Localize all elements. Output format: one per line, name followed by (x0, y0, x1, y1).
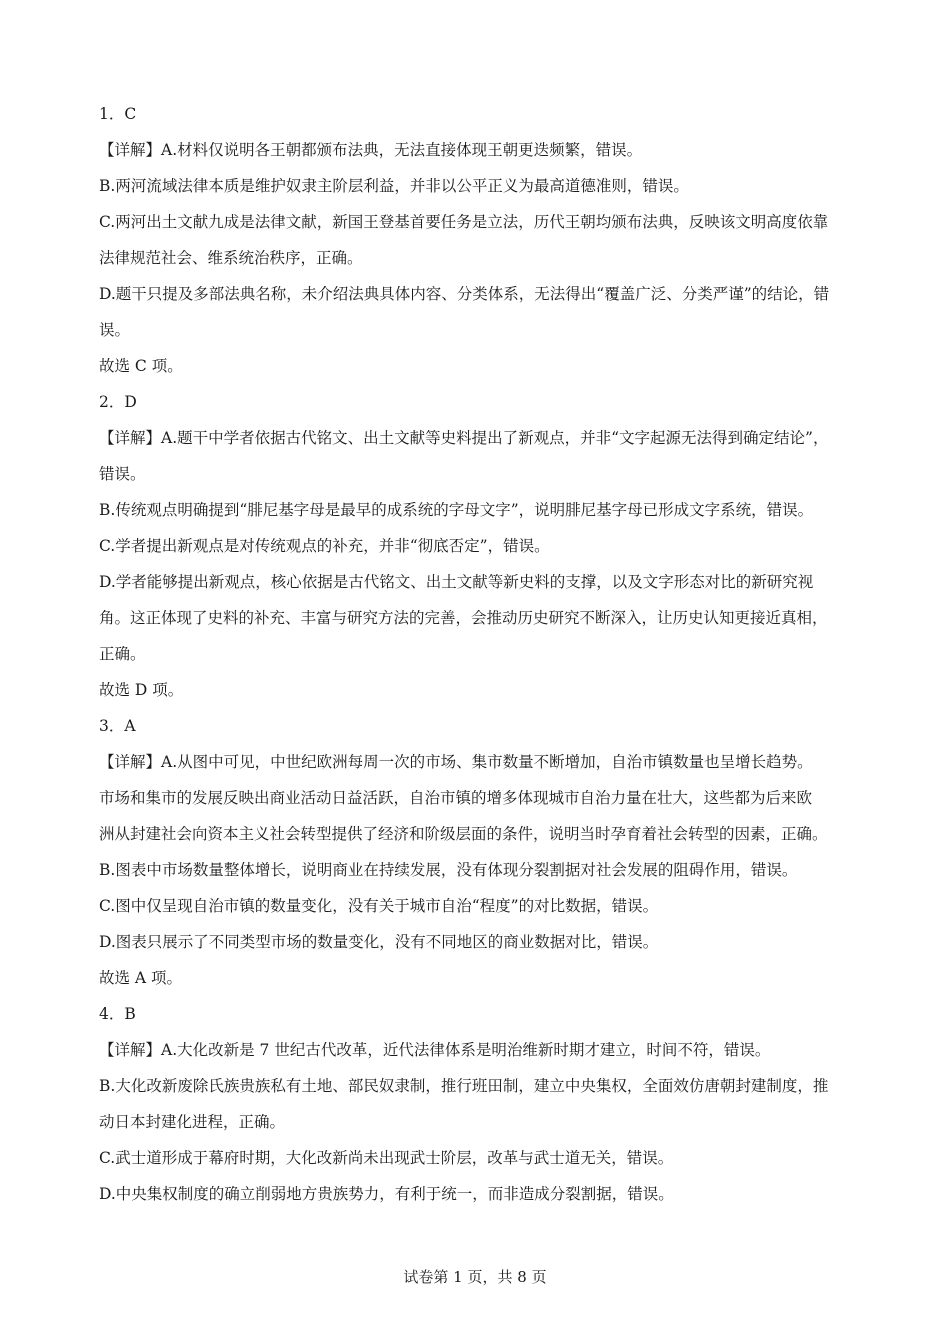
text-line: D.中央集权制度的确立削弱地方贵族势力，有利于统一，而非造成分裂割据，错误。 (99, 1185, 674, 1203)
text-line: 3．A (99, 717, 136, 735)
text-line: 2．D (99, 393, 137, 411)
text-line: B.图表中市场数量整体增长，说明商业在持续发展，没有体现分裂割据对社会发展的阻碍作用，错误。 (99, 861, 798, 879)
text-line: D.题干只提及多部法典名称，未介绍法典具体内容、分类体系，无法得出“覆盖广泛、分类严谨”的结论，错 (99, 285, 830, 303)
text-line: 4．B (99, 1005, 136, 1023)
text-line: 错误。 (99, 465, 146, 483)
text-line: 【详解】A.大化改新是 7 世纪古代改革，近代法律体系是明治维新时期才建立，时间不符，错误。 (99, 1041, 771, 1059)
text-line: C.武士道形成于幕府时期，大化改新尚未出现武士阶层，改革与武士道无关，错误。 (99, 1149, 674, 1167)
text-line: 动日本封建化进程，正确。 (99, 1113, 286, 1131)
text-line: B.大化改新废除氏族贵族私有土地、部民奴隶制，推行班田制，建立中央集权，全面效仿唐朝封建制度，推 (99, 1077, 829, 1095)
text-line: 法律规范社会、维系统治秩序，正确。 (99, 249, 363, 267)
text-line: 【详解】A.题干中学者依据古代铭文、出土文献等史料提出了新观点，并非“文字起源无法得到确定结论”， (99, 429, 829, 447)
text-line: C.图中仅呈现自治市镇的数量变化，没有关于城市自治“程度”的对比数据，错误。 (99, 897, 659, 915)
text-line: D.图表只展示了不同类型市场的数量变化，没有不同地区的商业数据对比，错误。 (99, 933, 659, 951)
text-line: 故选 D 项。 (99, 681, 184, 699)
text-line: 故选 C 项。 (99, 357, 183, 375)
text-line: B.两河流域法律本质是维护奴隶主阶层利益，并非以公平正义为最高道德准则，错误。 (99, 177, 689, 195)
text-line: 1．C (99, 105, 137, 123)
text-line: 角。这正体现了史料的补充、丰富与研究方法的完善，会推动历史研究不断深入，让历史认知更接近真相， (99, 609, 828, 627)
answer-content (99, 96, 859, 1212)
text-line: 正确。 (99, 645, 146, 663)
page-footer: 试卷第 1 页，共 8 页 (403, 1268, 547, 1286)
text-line: 【详解】A.材料仅说明各王朝都颁布法典，无法直接体现王朝更迭频繁，错误。 (99, 141, 643, 159)
text-line: C.学者提出新观点是对传统观点的补充，并非“彻底否定”，错误。 (99, 537, 550, 555)
text-line: D.学者能够提出新观点，核心依据是古代铭文、出土文献等新史料的支撑，以及文字形态对比的新研究视 (99, 573, 814, 591)
text-line: 【详解】A.从图中可见，中世纪欧洲每周一次的市场、集市数量不断增加，自治市镇数量也呈增长趋势。 (99, 753, 813, 771)
text-line: 市场和集市的发展反映出商业活动日益活跃，自治市镇的增多体现城市自治力量在壮大，这些都为后来欧 (99, 789, 813, 807)
text-line: 误。 (99, 321, 131, 339)
text-line: B.传统观点明确提到“腓尼基字母是最早的成系统的字母文字”，说明腓尼基字母已形成文字系统，错误。 (99, 501, 814, 519)
text-line: 洲从封建社会向资本主义社会转型提供了经济和阶级层面的条件，说明当时孕育着社会转型的因素，正确。 (99, 825, 828, 843)
text-line: C.两河出土文献九成是法律文献，新国王登基首要任务是立法，历代王朝均颁布法典，反映该文明高度依靠 (99, 213, 829, 231)
text-line: 故选 A 项。 (99, 969, 183, 987)
